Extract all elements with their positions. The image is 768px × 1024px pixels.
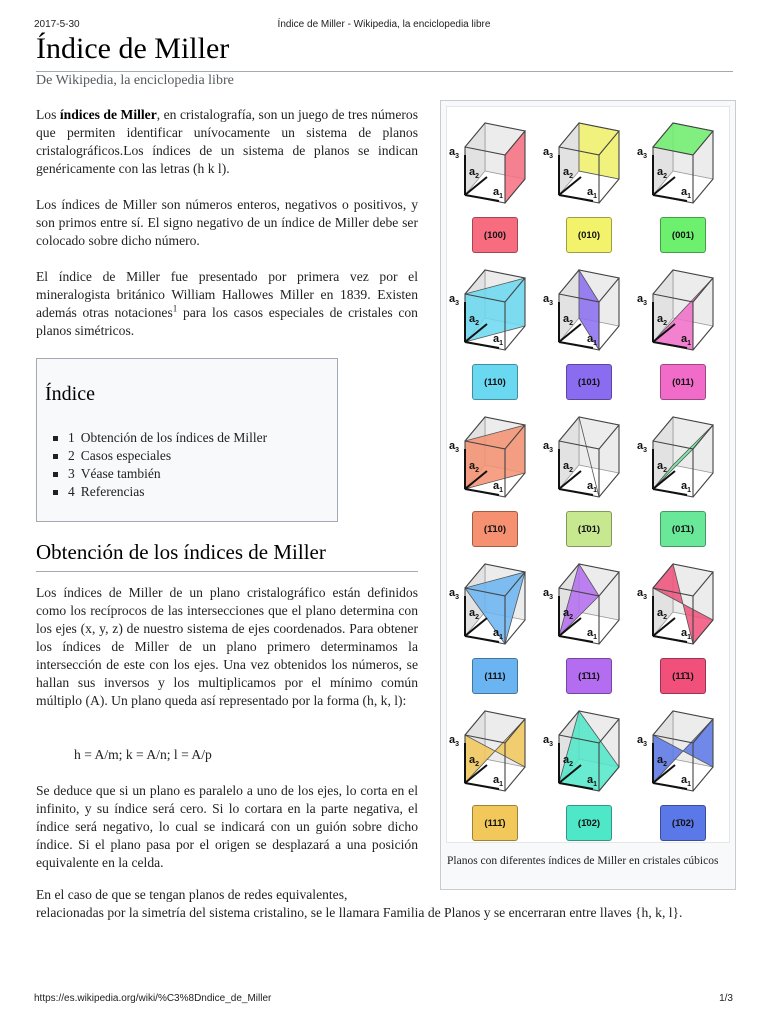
cube-diagram	[541, 548, 635, 658]
axis-label-a1: $a_1$	[493, 186, 504, 200]
cube-diagram	[447, 695, 541, 805]
cube-diagram	[541, 401, 635, 511]
section-title-obtencion: Obtención de los índices de Miller	[36, 540, 326, 564]
axis-label-a3: $a_3$	[449, 146, 460, 160]
paragraph-zero-index: Se deduce que si un plano es paralelo a uno de los ejes, lo corta en el infinito, y su índice será cero. Si lo cortara en la parte negativa, el índice será negativo, lo cual se indicará con un guión sobre dicho índice. Si el plano pasa por el origen se desplazará a una posición equivalente en la celda.	[36, 783, 418, 870]
axis-label-a2: $a_2$	[469, 460, 480, 474]
print-page-title: Índice de Miller - Wikipedia, la enciclopedia libre	[277, 19, 491, 30]
axis-label-a3: $a_3$	[637, 293, 648, 307]
cube-diagram	[447, 107, 541, 217]
axis-label-a1: $a_1$	[493, 333, 504, 347]
cube-left-face	[559, 270, 579, 342]
miller-index-label: (1̄02)	[660, 805, 706, 841]
bullet-icon	[53, 472, 58, 477]
cube-diagram	[635, 401, 729, 511]
miller-index-label: (1̄11)	[566, 658, 612, 694]
cube-diagram	[635, 107, 729, 217]
toc-item-number: 4	[68, 484, 75, 499]
miller-index-label: (11̄1)	[660, 658, 706, 694]
miller-index-label: (111)	[472, 658, 518, 694]
miller-plane-cell	[541, 548, 635, 695]
bullet-icon	[53, 490, 58, 495]
axis-label-a2: $a_2$	[657, 460, 668, 474]
axis-label-a1: $a_1$	[587, 627, 598, 641]
toc-item-number: 1	[68, 430, 75, 445]
axis-label-a2: $a_2$	[563, 607, 574, 621]
axis-label-a2: $a_2$	[563, 754, 574, 768]
axis-label-a1: $a_1$	[681, 480, 692, 494]
axis-label-a1: $a_1$	[493, 627, 504, 641]
cube-left-face	[465, 123, 485, 195]
axis-label-a2: $a_2$	[563, 166, 574, 180]
miller-index-label: (010)	[566, 217, 612, 253]
history-text-start: El índice de Miller fue presentado por primera vez por el mineralogista británico William Hallowes Miller en 1839. Existen además otras notaciones	[36, 269, 418, 320]
axis-label-a1: $a_1$	[587, 186, 598, 200]
miller-plane-cell	[635, 548, 729, 695]
intro-text-start: Los	[36, 107, 60, 122]
cube-diagram	[541, 107, 635, 217]
axis-label-a1: $a_1$	[681, 627, 692, 641]
intro-text-end: , en cristalografía, son un juego de tres números que permiten identificar unívocamente un sistema de planos cristalográficos.Los índices de un sistema de planos se indican genéricamente con las letras (h k l).	[36, 107, 418, 176]
axis-label-a1: $a_1$	[681, 333, 692, 347]
axis-label-a3: $a_3$	[637, 587, 648, 601]
axis-label-a2: $a_2$	[469, 313, 480, 327]
miller-plane-cell	[447, 548, 541, 695]
toc-item-label: Obtención de los índices de Miller	[80, 430, 268, 445]
toc-item-label: Casos especiales	[80, 448, 172, 463]
miller-index-label: (111̄)	[472, 805, 518, 841]
axis-label-a1: $a_1$	[493, 480, 504, 494]
axis-label-a3: $a_3$	[637, 734, 648, 748]
axis-label-a2: $a_2$	[469, 754, 480, 768]
section-divider	[36, 571, 418, 572]
history-text-end: para los casos especiales de cristales con planos simétricos.	[36, 305, 418, 338]
toc-list	[47, 429, 267, 501]
cube-diagram	[635, 254, 729, 364]
axis-label-a2: $a_2$	[657, 754, 668, 768]
toc-item-label: Referencias	[80, 484, 145, 499]
miller-plane-cell	[635, 401, 729, 548]
cube-left-face	[559, 123, 579, 195]
axis-label-a1: $a_1$	[587, 774, 598, 788]
figure-caption: Planos con diferentes índices de Miller en cristales cúbicos	[447, 855, 719, 867]
reference-link[interactable]: 1	[172, 303, 178, 314]
print-url[interactable]: https://es.wikipedia.org/wiki/%C3%8Dndice_de_Miller	[34, 993, 272, 1004]
axis-label-a1: $a_1$	[587, 480, 598, 494]
miller-plane-cell	[447, 107, 541, 254]
cube-diagram	[541, 254, 635, 364]
axis-label-a3: $a_3$	[449, 734, 460, 748]
axis-label-a3: $a_3$	[543, 293, 554, 307]
axis-label-a1: $a_1$	[587, 333, 598, 347]
axis-label-a3: $a_3$	[543, 734, 554, 748]
print-date: 2017-5-30	[34, 19, 80, 30]
toc-item-obtencion[interactable]	[47, 429, 267, 447]
miller-index-label: (1̄10)	[472, 511, 518, 547]
miller-plane-cell	[635, 107, 729, 254]
axis-label-a3: $a_3$	[449, 440, 460, 454]
page-title: Índice de Miller	[36, 32, 230, 65]
family-text-rest: relacionadas por la simetría del sistema cristalino, se le llamara Familia de Planos y se encerraran entre llaves {h, k, l}.	[36, 905, 683, 920]
axis-label-a2: $a_2$	[657, 607, 668, 621]
cube-left-face	[559, 417, 579, 489]
miller-index-label: (001)	[660, 217, 706, 253]
intro-bold-term: índices de Miller	[59, 107, 157, 122]
miller-plane-cell	[635, 254, 729, 401]
miller-index-label: (1̄01)	[566, 511, 612, 547]
cube-diagram	[447, 254, 541, 364]
paragraph-integers: Los índices de Miller son números enteros, negativos o positivos, y son primos entre sí. El signo negativo de un índice de Miller debe ser colocado sobre dicho número.	[36, 197, 418, 248]
bullet-icon	[53, 454, 58, 459]
axis-label-a1: $a_1$	[681, 774, 692, 788]
axis-label-a3: $a_3$	[449, 293, 460, 307]
miller-index-label: (011)	[660, 364, 706, 400]
family-text-line1: En el caso de que se tengan planos de redes equivalentes,	[36, 887, 348, 902]
toc-item-vease-tambien[interactable]	[47, 465, 267, 483]
axis-label-a3: $a_3$	[637, 146, 648, 160]
toc-item-label: Véase también	[80, 466, 161, 481]
axis-label-a2: $a_2$	[563, 460, 574, 474]
toc-item-referencias[interactable]	[47, 483, 267, 501]
miller-index-label: (01̄1)	[660, 511, 706, 547]
axis-label-a1: $a_1$	[493, 774, 504, 788]
print-page-number: 1/3	[719, 993, 733, 1004]
toc-title: Índice	[45, 383, 95, 405]
cube-diagram	[635, 548, 729, 658]
axis-label-a2: $a_2$	[657, 313, 668, 327]
miller-index-label: (110)	[472, 364, 518, 400]
miller-plane-cell	[541, 254, 635, 401]
table-of-contents	[36, 358, 338, 522]
paragraph-history	[36, 268, 418, 340]
toc-item-number: 2	[68, 448, 75, 463]
toc-item-number: 3	[68, 466, 75, 481]
axis-label-a1: $a_1$	[681, 186, 692, 200]
miller-plane-cell	[447, 254, 541, 401]
miller-plane-cell	[447, 695, 541, 842]
miller-plane-cell	[541, 401, 635, 548]
axis-label-a3: $a_3$	[543, 440, 554, 454]
cube-diagram	[635, 695, 729, 805]
miller-plane-cell	[447, 401, 541, 548]
axis-label-a2: $a_2$	[469, 166, 480, 180]
miller-plane-cell	[541, 107, 635, 254]
paragraph-family-of-planes	[36, 886, 733, 922]
intro-paragraph	[36, 106, 418, 178]
page-subtitle: De Wikipedia, la enciclopedia libre	[36, 73, 234, 88]
axis-label-a3: $a_3$	[543, 587, 554, 601]
cube-diagram	[447, 401, 541, 511]
miller-plane-cell	[541, 695, 635, 842]
paragraph-definition: Los índices de Miller de un plano cristalográfico están definidos como los recíprocos de las intersecciones que el plano determina con los ejes (x, y, z) de nuestro sistema de ejes coordenados. Para obtener los índices de Miller de un plano primero determinamos la intersección de este con los ejes. Una vez obtenidos los números, se hallan sus inversos y los multiplicamos por el mínimo común múltiplo (A). Un plano queda así representado por la forma (h, k, l):	[36, 585, 418, 708]
miller-index-label: (100)	[472, 217, 518, 253]
miller-plane-cell	[635, 695, 729, 842]
axis-label-a3: $a_3$	[449, 587, 460, 601]
cube-diagram	[541, 695, 635, 805]
axis-label-a2: $a_2$	[469, 607, 480, 621]
bullet-icon	[53, 436, 58, 441]
miller-formula: h = A/m; k = A/n; l = A/p	[74, 747, 212, 762]
axis-label-a2: $a_2$	[657, 166, 668, 180]
miller-index-label: (101)	[566, 364, 612, 400]
miller-planes-figure	[440, 100, 736, 890]
cube-diagram	[447, 548, 541, 658]
title-divider	[36, 71, 733, 72]
figure-image[interactable]	[446, 106, 730, 843]
miller-index-label: (1̄02)	[566, 805, 612, 841]
axis-label-a2: $a_2$	[563, 313, 574, 327]
axis-label-a3: $a_3$	[543, 146, 554, 160]
toc-item-casos-especiales[interactable]	[47, 447, 267, 465]
axis-label-a3: $a_3$	[637, 440, 648, 454]
